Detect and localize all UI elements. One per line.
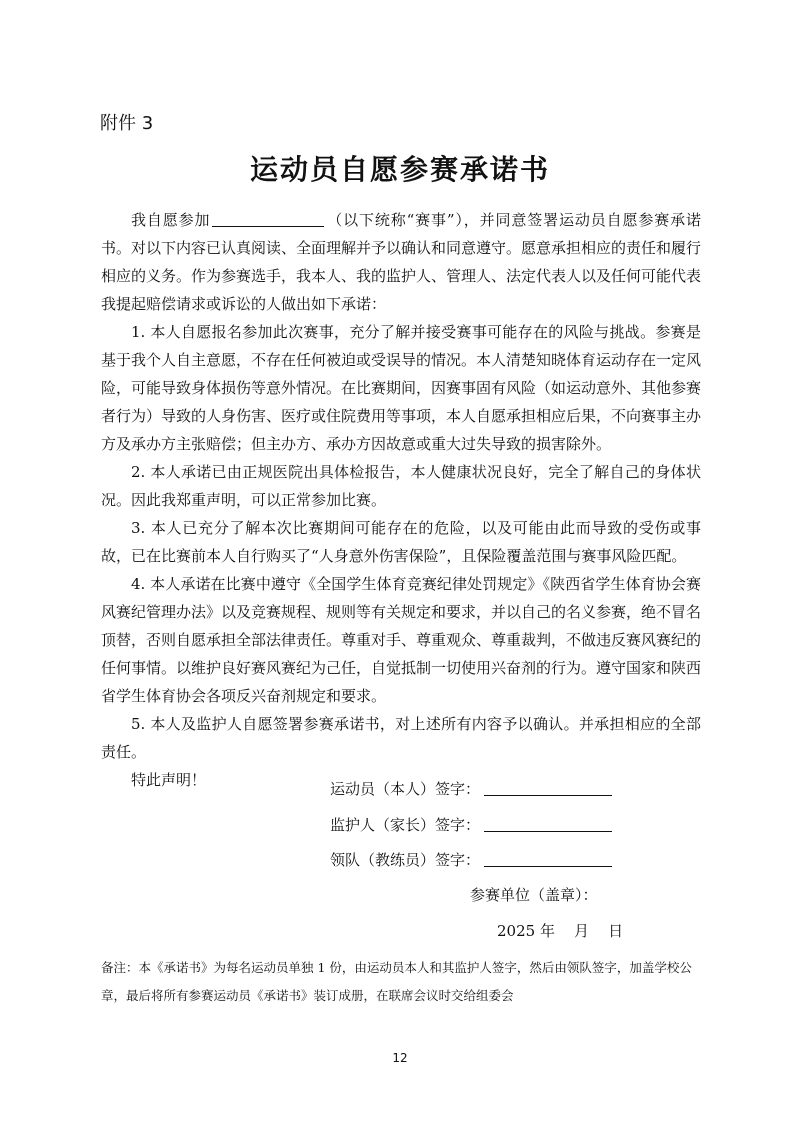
remark-note: 备注：本《承诺书》为每名运动员单独 1 份，由运动员本人和其监护人签字，然后由领队签字，加盖学校公章，最后将所有参赛运动员《承诺书》装订成册，在联席会议时交给组委会 [101,960,692,1003]
intro-paragraph [101,206,701,318]
pledge-item-5: 5. 本人及监护人自愿签署参赛承诺书，对上述所有内容予以确认。并承担相应的全部责任。 [101,715,701,761]
athlete-signature-row [330,778,612,799]
athlete-signature-label: 运动员（本人）签字： [330,780,481,798]
leader-signature-line[interactable] [484,852,612,867]
pledge-item-3: 3. 本人已充分了解本次比赛期间可能存在的危险，以及可能由此而导致的受伤或事故，已在比赛前本人自行购买了“人身意外伤害保险”，且保险覆盖范围与赛事风险匹配。 [101,519,701,565]
leader-signature-label: 领队（教练员）签字： [330,851,481,869]
guardian-signature-label: 监护人（家长）签字： [330,816,481,834]
athlete-signature-line[interactable] [484,781,612,796]
page-number: 12 [392,1051,408,1065]
leader-signature-row [330,849,612,870]
guardian-signature-row [330,814,612,835]
date-line: 2025 年 月 日 [497,922,624,940]
event-name-blank[interactable] [212,210,324,227]
pledge-item-4: 4. 本人承诺在比赛中遵守《全国学生体育竞赛纪律处罚规定》《陕西省学生体育协会赛风赛纪管理办法》以及竞赛规程、规则等有关规定和要求，并以自己的名义参赛，绝不冒名顶替，否则自愿承担全部法律责任。尊重对手、尊重观众、尊重裁判，不做违反赛风赛纪的任何事情。以维护良好赛风赛纪为己任，自觉抵制一切使用兴奋剂的行为。遵守国家和陕西省学生体育协会各项反兴奋剂规定和要求。 [101,575,702,705]
pledge-item-1: 1. 本人自愿报名参加此次赛事，充分了解并接受赛事可能存在的风险与挑战。参赛是基于我个人自主意愿，不存在任何被迫或受误导的情况。本人清楚知晓体育运动存在一定风险，可能导致身体损伤等意外情况。在比赛期间，因赛事固有风险（如运动意外、其他参赛者行为）导致的人身伤害、医疗或住院费用等事项，本人自愿承担相应后果，不向赛事主办方及承办方主张赔偿；但主办方、承办方因故意或重大过失导致的损害除外。 [101,323,702,453]
intro-after-blank: （以下统称“赛事”），并同意签署运动员自愿参赛承诺书。对以下内容已认真阅读、全面理解并予以确认和同意遵守。愿意承担相应的责任和履行相应的义务。作为参赛选手，我本人、我的监护人、管理人、法定代表人以及任何可能代表我提起赔偿请求或诉讼的人做出如下承诺： [101,211,702,313]
pledge-body [101,206,701,794]
attachment-label: 附件 3 [100,113,154,134]
unit-seal-label: 参赛单位（盖章）： [470,886,598,904]
closing-statement: 特此声明！ [131,771,207,789]
guardian-signature-line[interactable] [484,817,612,832]
intro-before-blank: 我自愿参加 [131,211,211,229]
document-title: 运动员自愿参赛承诺书 [249,153,550,186]
pledge-item-2: 2. 本人承诺已由正规医院出具体检报告，本人健康状况良好，完全了解自己的身体状况。因此我郑重声明，可以正常参加比赛。 [101,463,701,509]
